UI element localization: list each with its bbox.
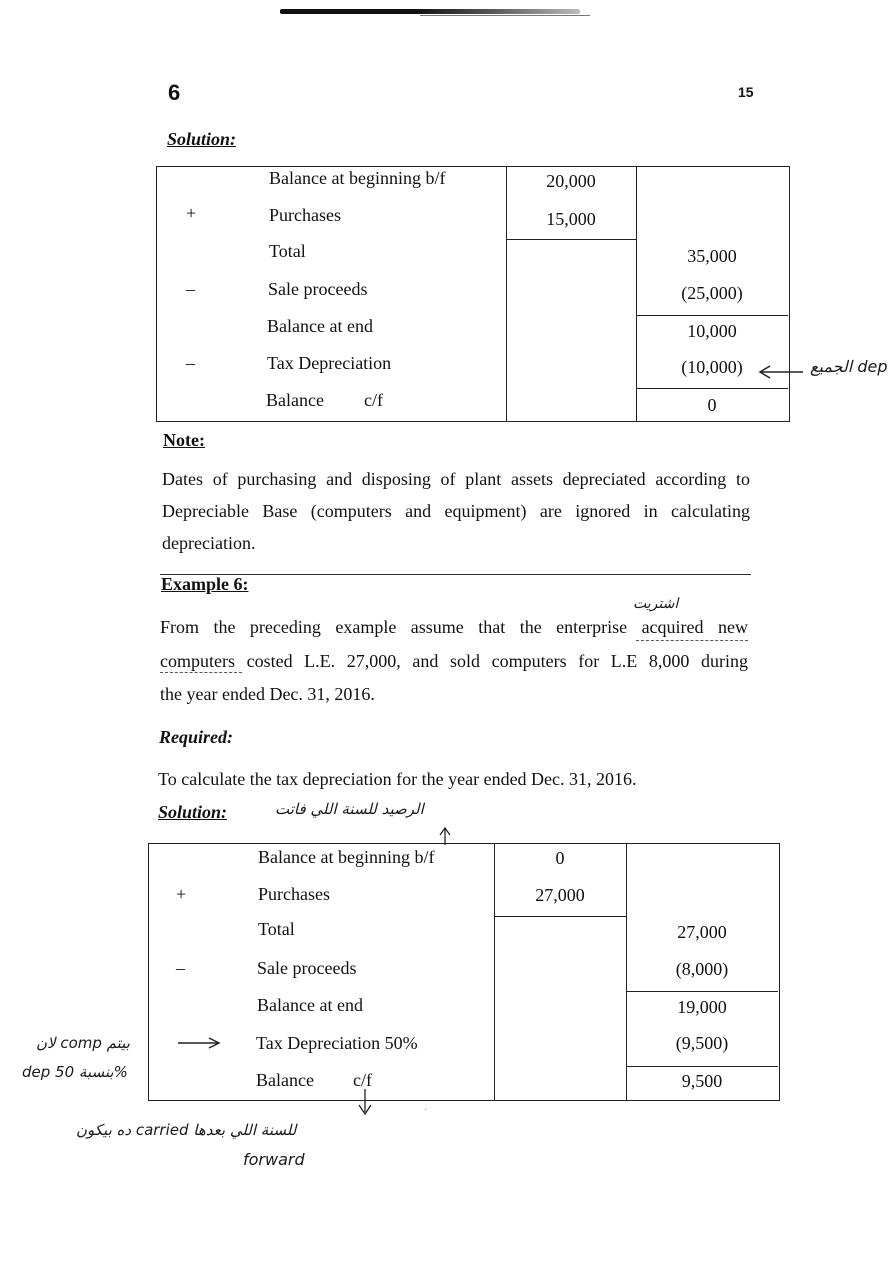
row-label: Total — [258, 919, 295, 939]
arrow-left-icon — [756, 362, 806, 382]
handwritten-annotation: الرصيد للسنة اللي فاتت — [275, 800, 424, 818]
row-label: Balance at beginning b/f — [269, 168, 446, 188]
value-cell: 0 — [555, 848, 565, 868]
table-subtotal-line — [506, 239, 636, 240]
handwritten-annotation: forward — [243, 1150, 305, 1169]
row-label: Purchases — [258, 884, 330, 904]
handwritten-annotation: ده بيكون carried للسنة اللي بعدها — [76, 1121, 297, 1139]
example-heading: Example 6: — [161, 574, 249, 594]
value-cell: (25,000) — [681, 283, 743, 303]
table-subtotal-line-3 — [626, 1066, 778, 1067]
handwritten-annotation: الجميع dep — [810, 357, 888, 376]
row-label: Tax Depreciation — [267, 353, 392, 373]
row-label-suffix: c/f — [353, 1070, 372, 1090]
top-scan-line — [420, 15, 590, 16]
example-line-1: From the preceding example assume that the enterprise acquired new — [160, 617, 748, 637]
example-line-2: computers costed L.E. 27,000, and sold computers for L.E 8,000 during — [160, 651, 748, 671]
row-label: Balance at end — [267, 316, 373, 336]
arrow-right-icon — [176, 1035, 222, 1051]
solution-table — [148, 843, 780, 1105]
table-subtotal-line-3 — [636, 388, 788, 389]
underline-mark — [636, 640, 748, 641]
handwritten-annotation: اشتريت — [633, 596, 679, 612]
value-cell: 10,000 — [687, 321, 737, 341]
section-rule — [160, 574, 751, 575]
scan-dot: · — [424, 1105, 428, 1116]
table-subtotal-line-2 — [626, 991, 778, 992]
row-label: Total — [269, 241, 306, 261]
note-heading: Note: — [163, 430, 205, 450]
row-label: Tax Depreciation 50% — [256, 1033, 418, 1053]
sign-plus: + — [176, 884, 187, 904]
value-cell: (8,000) — [675, 959, 729, 979]
solution-heading: Solution: — [158, 802, 228, 822]
required-heading: Required: — [159, 727, 233, 747]
row-label: Sale proceeds — [268, 279, 368, 299]
example-line-3: the year ended Dec. 31, 2016. — [160, 684, 375, 704]
page-number: 15 — [738, 84, 754, 100]
required-text: To calculate the tax depreciation for the year ended Dec. 31, 2016. — [158, 769, 637, 789]
table-divider-1 — [494, 843, 495, 1101]
row-label-suffix: c/f — [364, 390, 383, 410]
value-cell: 27,000 — [535, 885, 585, 905]
arrow-down-icon — [357, 1088, 373, 1116]
solution-heading: Solution: — [167, 129, 237, 149]
value-cell: 0 — [707, 395, 717, 415]
row-label: Balance — [256, 1070, 314, 1090]
row-label: Balance at end — [257, 995, 363, 1015]
sign-minus: – — [186, 279, 195, 299]
value-cell: 20,000 — [546, 171, 596, 191]
value-cell: 19,000 — [677, 997, 727, 1017]
sign-plus: + — [186, 203, 197, 223]
row-label: Balance at beginning b/f — [258, 847, 435, 867]
row-label: Sale proceeds — [257, 958, 357, 978]
handwritten-annotation: لان comp بيتم — [36, 1034, 130, 1052]
solution-table — [156, 166, 790, 428]
sign-minus: – — [176, 958, 185, 978]
top-scan-mark — [280, 9, 580, 14]
row-label: Purchases — [269, 205, 341, 225]
table-divider-1 — [506, 166, 507, 422]
value-cell: 27,000 — [677, 922, 727, 942]
chapter-number: 6 — [168, 80, 181, 105]
underline-mark — [160, 672, 242, 673]
value-cell: 9,500 — [681, 1071, 723, 1091]
sign-minus: – — [186, 353, 195, 373]
handwritten-annotation: dep بنسبة 50% — [22, 1063, 128, 1081]
value-cell: 15,000 — [546, 209, 596, 229]
table-subtotal-line — [494, 916, 626, 917]
row-label: Balance — [266, 390, 324, 410]
table-subtotal-line-2 — [636, 315, 788, 316]
note-text: Dates of purchasing and disposing of plant assets depreciated according to Depreciable Base (computers and equipment) are ignored in calculating depreciation. — [162, 469, 750, 553]
value-cell: (9,500) — [675, 1033, 729, 1053]
value-cell: 35,000 — [687, 246, 737, 266]
value-cell: (10,000) — [681, 357, 743, 377]
